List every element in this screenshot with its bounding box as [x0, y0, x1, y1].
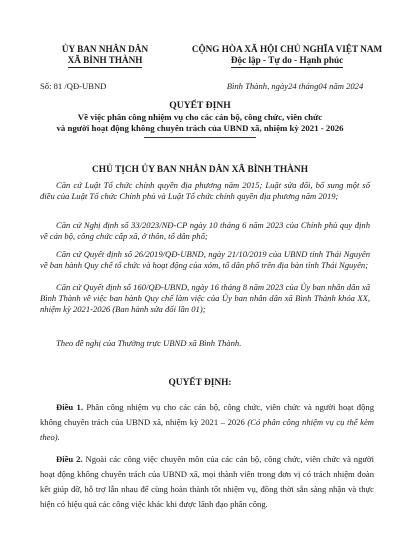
- issuer-line1: ỦY BAN NHÂN DÂN: [61, 44, 149, 54]
- title-subject-line1: Về việc phân công nhiệm vụ cho các cán bộ, công chức, viên chức: [77, 112, 323, 122]
- basis-paragraph: Căn cứ Quyết định số 26/2019/QĐ-UBND, ngày 21/10/2019 của UBND tỉnh Thái Nguyên về ban hành Quy chế tổ chức và hoạt động của xóm, tổ dân phố trên địa bàn tỉnh Thái Nguyên;: [40, 249, 370, 270]
- article-label: Điều 1.: [56, 402, 83, 412]
- basis-paragraph: Căn cứ Quyết định số 160/QĐ-UBND, ngày 16 tháng 8 năm 2023 của Ủy ban nhân dân xã Bình Thành về việc ban hành Quy chế làm việc của Ủy ban nhân dân xã Bình Thành khóa XX, nhiệm kỳ 2021-2026 (Ban hành sửa đổi lần 01);: [40, 282, 370, 314]
- document-number: Số: 81 /QĐ-UBND: [40, 81, 107, 91]
- motto-block: [184, 44, 390, 68]
- basis-paragraph: Căn cứ Nghị định số 33/2023/NĐ-CP ngày 10 tháng 6 năm 2023 của Chính phủ quy định về cán bộ, công chức cấp xã, ở thôn, tổ dân phố;: [40, 220, 370, 241]
- article-label: Điều 2.: [56, 454, 83, 464]
- motto-line2: Độc lập - Tự do - Hạnh phúc: [231, 55, 343, 68]
- decision-heading: QUYẾT ĐỊNH:: [168, 378, 232, 388]
- motto-line1: CỘNG HÒA XÃ HỘI CHỦ NGHĨA VIỆT NAM: [191, 44, 383, 54]
- title-heading: QUYẾT ĐỊNH: [169, 100, 231, 111]
- title-underline: [144, 137, 256, 138]
- article-note: (Có phân công nhiệm vụ cụ thể kèm theo).: [40, 417, 374, 442]
- title-subject-line2: và người hoạt động không chuyên trách của UBND xã, nhiệm kỳ 2021 - 2026: [56, 123, 344, 133]
- article-text: Ngoài các công việc chuyên môn của các cán bộ, công chức, viên chức và người hoạt động không chuyên trách của UBND xã, mọi thành viên trong đơn vị có trách nhiệm đoàn kết giúp đỡ, hỗ trợ lẫn nhau để cùng hoàn thành tốt nhiệm vụ, đồng thời sẵn sàng nhận và thực hiện có hiệu quả các công việc khác khi được lãnh đạo phân công.: [40, 454, 374, 509]
- issuer-line2: XÃ BÌNH THÀNH: [68, 55, 143, 68]
- article-2: [40, 452, 374, 512]
- document-date: Bình Thành, ngày24 tháng04 năm 2024: [226, 81, 364, 91]
- article-text: Phân công nhiệm vụ cho các cán bộ, công chức, viên chức và người hoạt động không chuyên trách của UBND xã, nhiệm kỳ 2021 – 2026: [40, 402, 374, 427]
- basis-paragraph: Căn cứ Luật Tổ chức chính quyền địa phương năm 2015; Luật sửa đổi, bổ sung một số điều của Luật Tổ chức Chính phủ và Luật Tổ chức chính quyền địa phương năm 2019;: [40, 180, 370, 201]
- issuer-block: [40, 44, 170, 68]
- basis-paragraph: Theo đề nghị của Thường trực UBND xã Bình Thành.: [56, 338, 242, 348]
- document-title: [20, 100, 380, 138]
- article-1: [40, 400, 374, 445]
- authority-heading: CHỦ TỊCH ỦY BAN NHÂN DÂN XÃ BÌNH THÀNH: [92, 165, 308, 175]
